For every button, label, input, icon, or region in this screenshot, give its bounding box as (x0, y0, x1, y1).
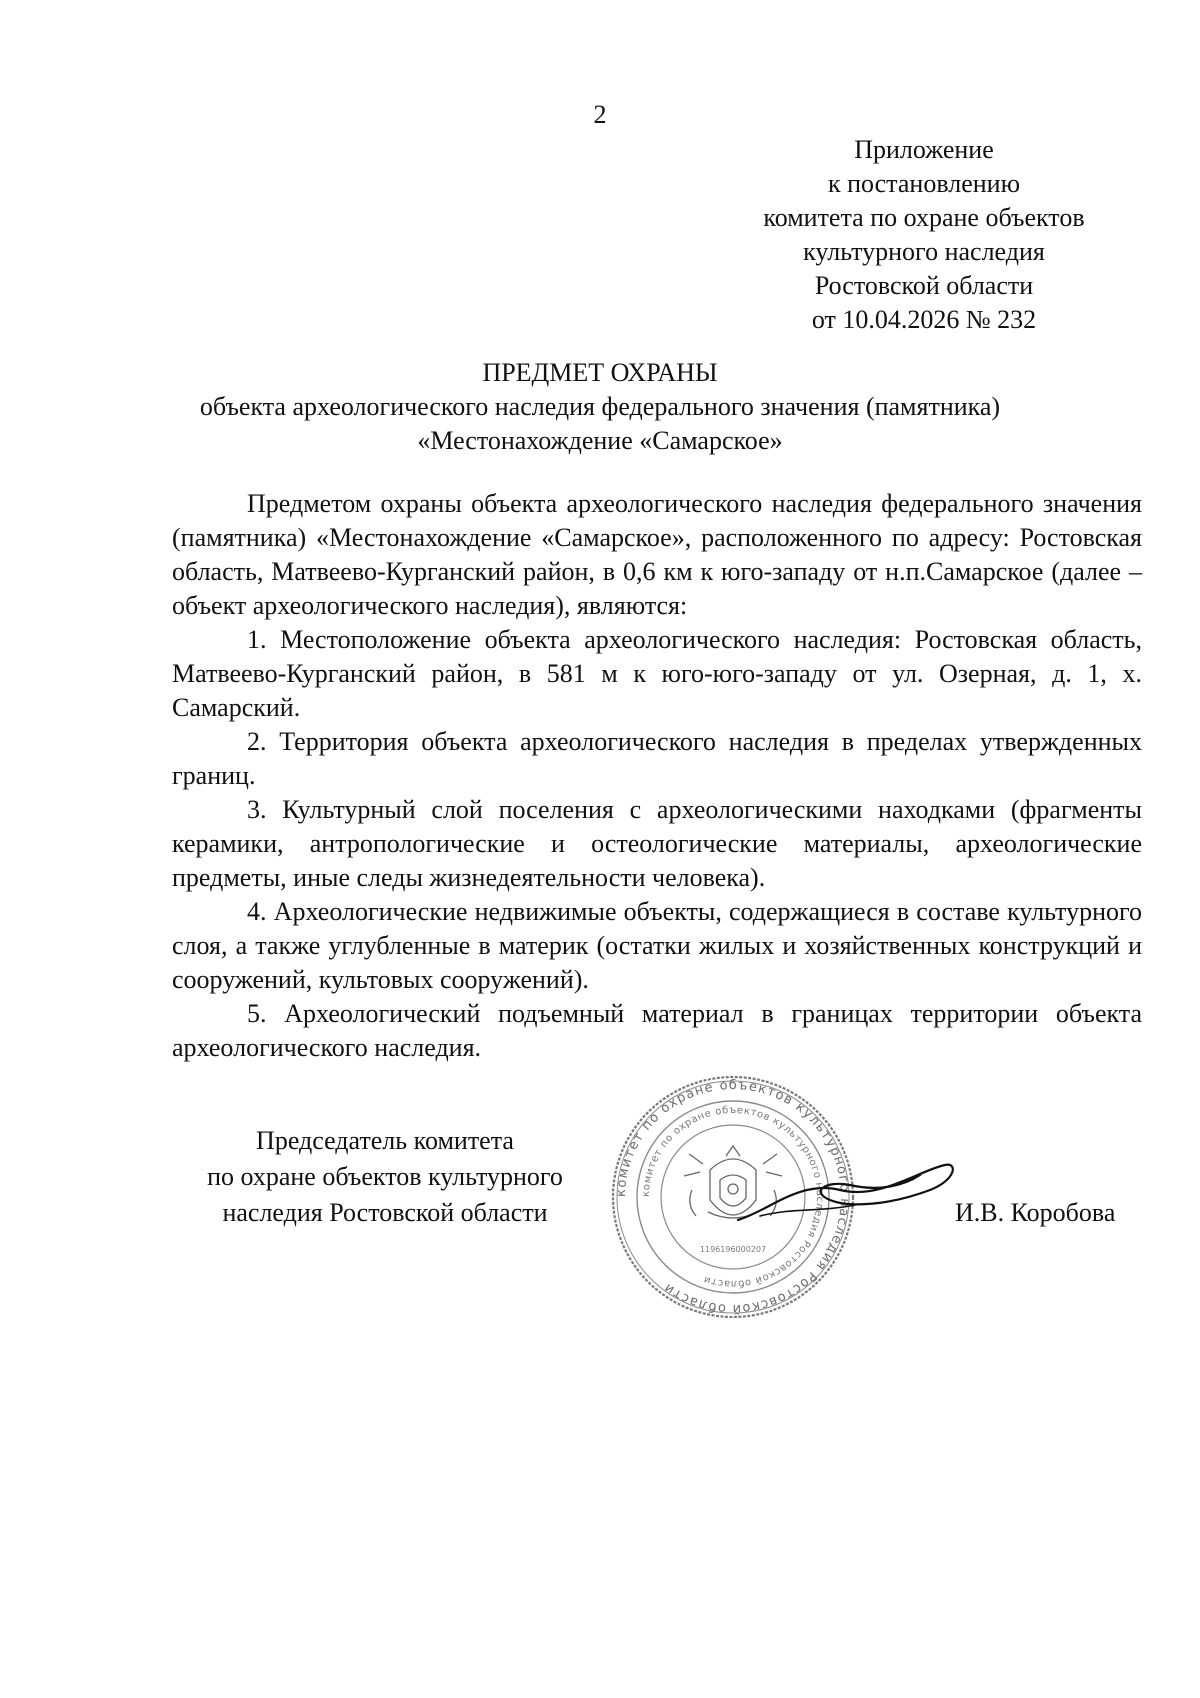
item-paragraph: 4. Археологические недвижимые объекты, содержащиеся в составе культурного слоя, а также углубленные в материк (остатки жилых и хозяйственных конструкций и сооружений, культовых сооружений). (172, 897, 1142, 994)
item-paragraph: 2. Территория объекта археологического наследия в пределах утвержденных границ. (172, 727, 1142, 790)
appendix-line: к постановлению (827, 169, 1021, 198)
title-subtitle-line2: «Местонахождение «Самарское» (417, 426, 783, 455)
body-text (172, 487, 1142, 1065)
appendix-line: Приложение (854, 135, 994, 164)
title-subtitle-line1: объекта археологического наследия федерального значения (памятника) (199, 392, 1001, 421)
item-paragraph: 1. Местоположение объекта археологического наследия: Ростовская область, Матвеево-Курганский район, в 581 м к юго-юго-западу от ул. Озерная, д. 1, х. Самарский. (172, 625, 1142, 722)
appendix-line: комитета по охране объектов (763, 203, 1085, 232)
page-number: 2 (593, 100, 607, 129)
appendix-line: культурного наследия (803, 237, 1045, 266)
intro-paragraph: Предметом охраны объекта археологического наследия федерального значения (памятника) «Местонахождение «Самарское», расположенного по адресу: Ростовская область, Матвеево-Курганский район, в 0,6 км к юго-западу от н.п.Самарское (далее – объект археологического наследия), являются: (172, 489, 1142, 620)
signatory-position (160, 1123, 610, 1231)
seal-number: 1196196000207 (699, 1245, 767, 1254)
appendix-date: от 10.04.2026 № 232 (811, 305, 1037, 334)
item-paragraph: 3. Культурный слой поселения с археологическими находками (фрагменты керамики, антропологические и остеологические материалы, археологические предметы, иные следы жизнедеятельности человека). (172, 795, 1142, 892)
handwritten-signature (730, 1150, 960, 1240)
document-title (60, 356, 1140, 458)
seal-inner-text: комитет по охране объектов культурного наследия Ростовской области (640, 1104, 826, 1290)
seal-outer-text: комитет по охране объектов культурного наследия Ростовской области (613, 1077, 853, 1317)
item-paragraph: 5. Археологический подъемный материал в границах территории объекта археологического наследия. (172, 999, 1142, 1062)
signatory-name: И.В. Коробова (955, 1198, 1116, 1227)
appendix-line: Ростовской области (814, 271, 1034, 300)
position-line: наследия Ростовской области (222, 1198, 548, 1227)
title-heading: ПРЕДМЕТ ОХРАНЫ (482, 358, 718, 387)
position-line: Председатель комитета (256, 1126, 514, 1155)
position-line: по охране объектов культурного (207, 1162, 563, 1191)
appendix-block (748, 133, 1100, 337)
